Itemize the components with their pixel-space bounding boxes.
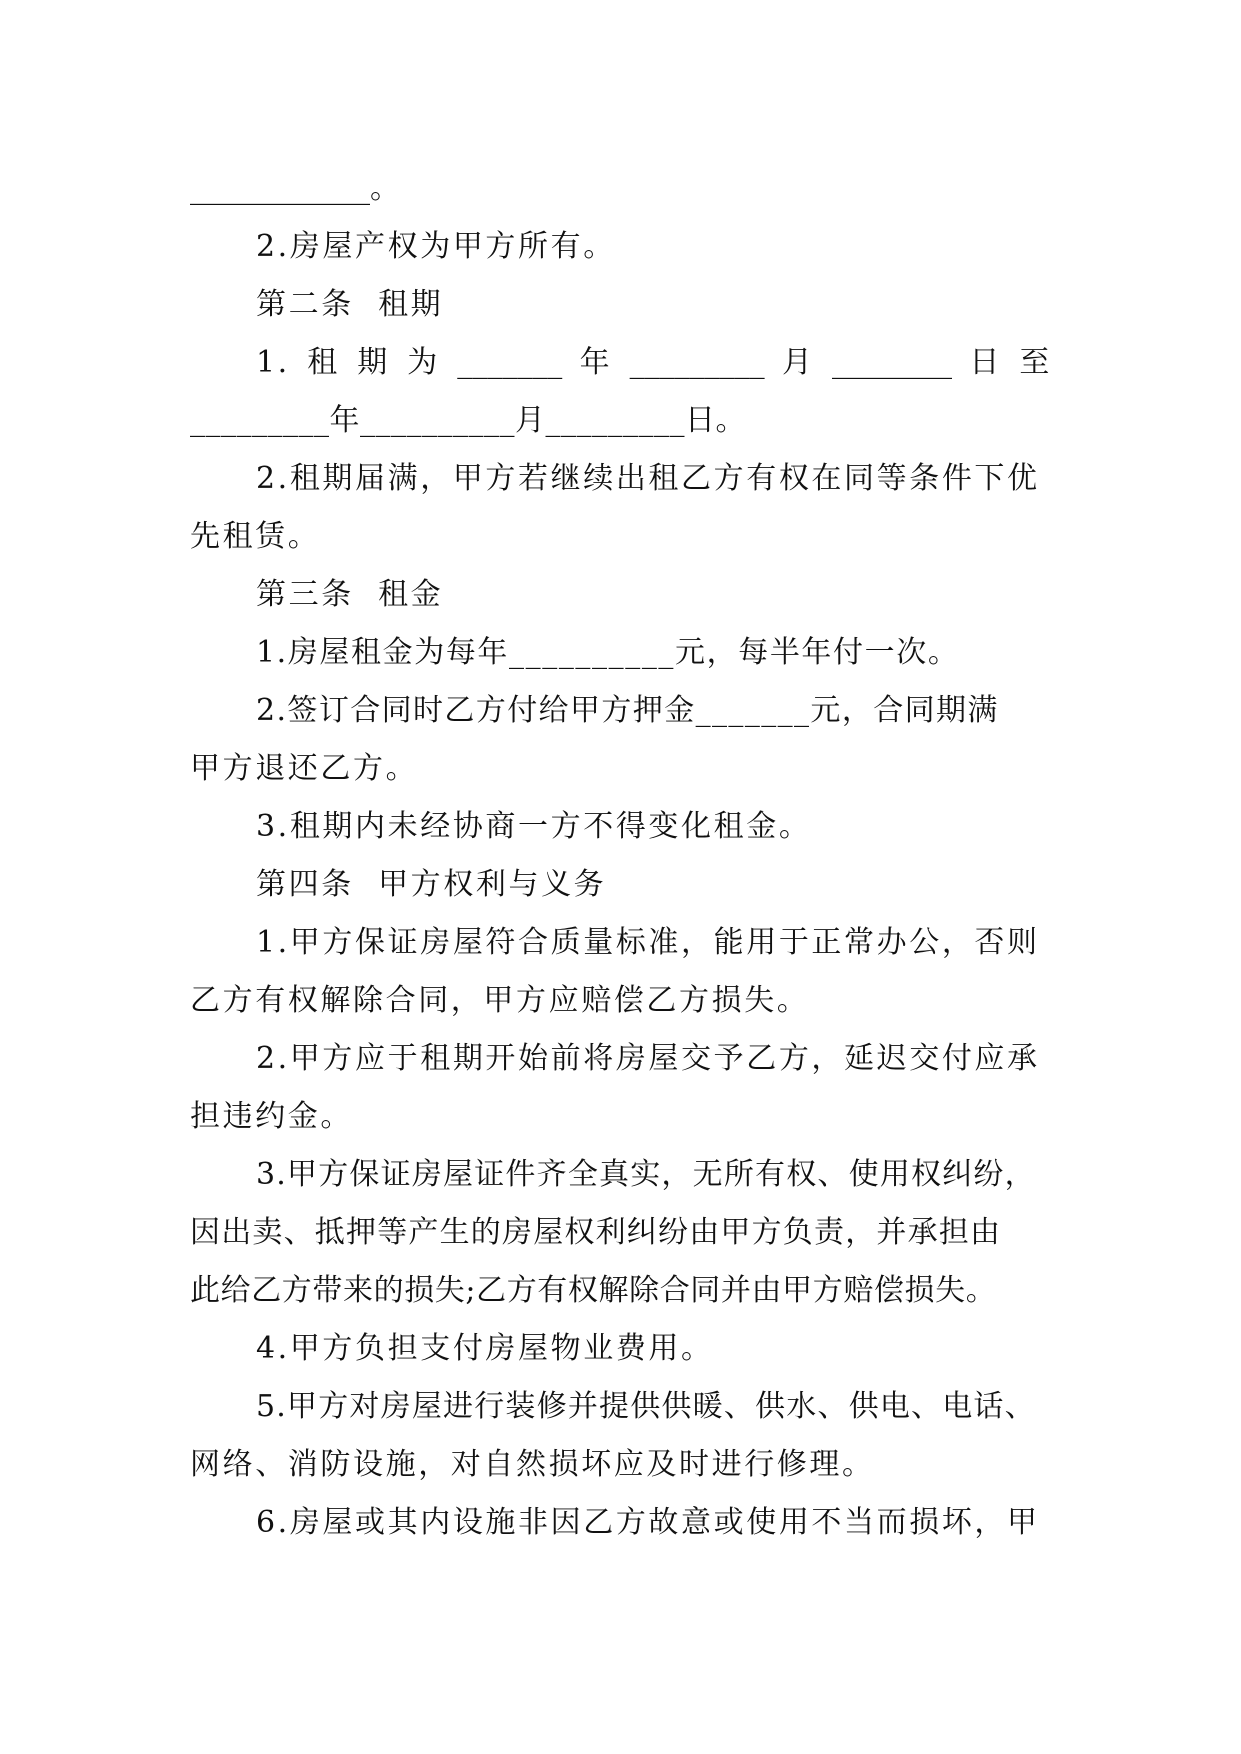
text-char: 租 — [307, 345, 340, 380]
clause-paragraph: 5.甲方对房屋进行装修并提供供暖、供水、供电、电话、 — [256, 1389, 1036, 1424]
text-char: 月 — [782, 345, 815, 380]
blank-field: _______ — [457, 345, 563, 380]
text-line: 乙方有权解除合同，甲方应赔偿乙方损失。 — [190, 983, 810, 1018]
clause-paragraph: 2.甲方应于租期开始前将房屋交予乙方，延迟交付应承 — [256, 1041, 1040, 1076]
clause-paragraph: 3.租期内未经协商一方不得变化租金。 — [256, 809, 812, 844]
blank-field: _________ — [629, 345, 765, 380]
clause-paragraph: 4.甲方负担支付房屋物业费用。 — [256, 1331, 714, 1366]
clause-paragraph: 2.签订合同时乙方付给甲方押金_______元，合同期满 — [256, 693, 999, 728]
clause-paragraph: 6.房屋或其内设施非因乙方故意或使用不当而损坏，甲 — [256, 1505, 1040, 1540]
text-char: 日 — [969, 345, 1002, 380]
article-heading: 第四条 甲方权利与义务 — [256, 867, 607, 902]
text-line: 担违约金。 — [190, 1099, 353, 1134]
text-line: ____________。 — [190, 171, 400, 206]
lease-term-line — [190, 334, 1052, 392]
text-line: 网络、消防设施，对自然损坏应及时进行修理。 — [190, 1447, 875, 1482]
blank-field: ________ — [832, 345, 952, 380]
article-heading: 第二条 租期 — [256, 287, 444, 322]
clause-number: 1. — [256, 345, 290, 380]
document-body — [190, 160, 1052, 1552]
clause-paragraph: 1.房屋租金为每年__________元，每半年付一次。 — [256, 635, 960, 670]
text-line: 因出卖、抵押等产生的房屋权利纠纷由甲方负责，并承担由 — [190, 1215, 1002, 1250]
text-char: 年 — [579, 345, 613, 380]
text-char: 至 — [1019, 345, 1052, 380]
text-line: 先租赁。 — [190, 519, 321, 554]
text-line: 甲方退还乙方。 — [190, 751, 419, 786]
text-char: 为 — [407, 345, 440, 380]
text-line: _________年__________月_________日。 — [190, 403, 746, 438]
clause-paragraph: 2.租期届满，甲方若继续出租乙方有权在同等条件下优 — [256, 461, 1040, 496]
text-line: 此给乙方带来的损失;乙方有权解除合同并由甲方赔偿损失。 — [190, 1273, 997, 1308]
clause-paragraph: 2.房屋产权为甲方所有。 — [256, 229, 616, 264]
article-heading: 第三条 租金 — [256, 577, 444, 612]
clause-paragraph: 1.甲方保证房屋符合质量标准，能用于正常办公，否则 — [256, 925, 1040, 960]
clause-paragraph: 3.甲方保证房屋证件齐全真实，无所有权、使用权纠纷， — [256, 1157, 1036, 1192]
text-char: 期 — [357, 345, 390, 380]
